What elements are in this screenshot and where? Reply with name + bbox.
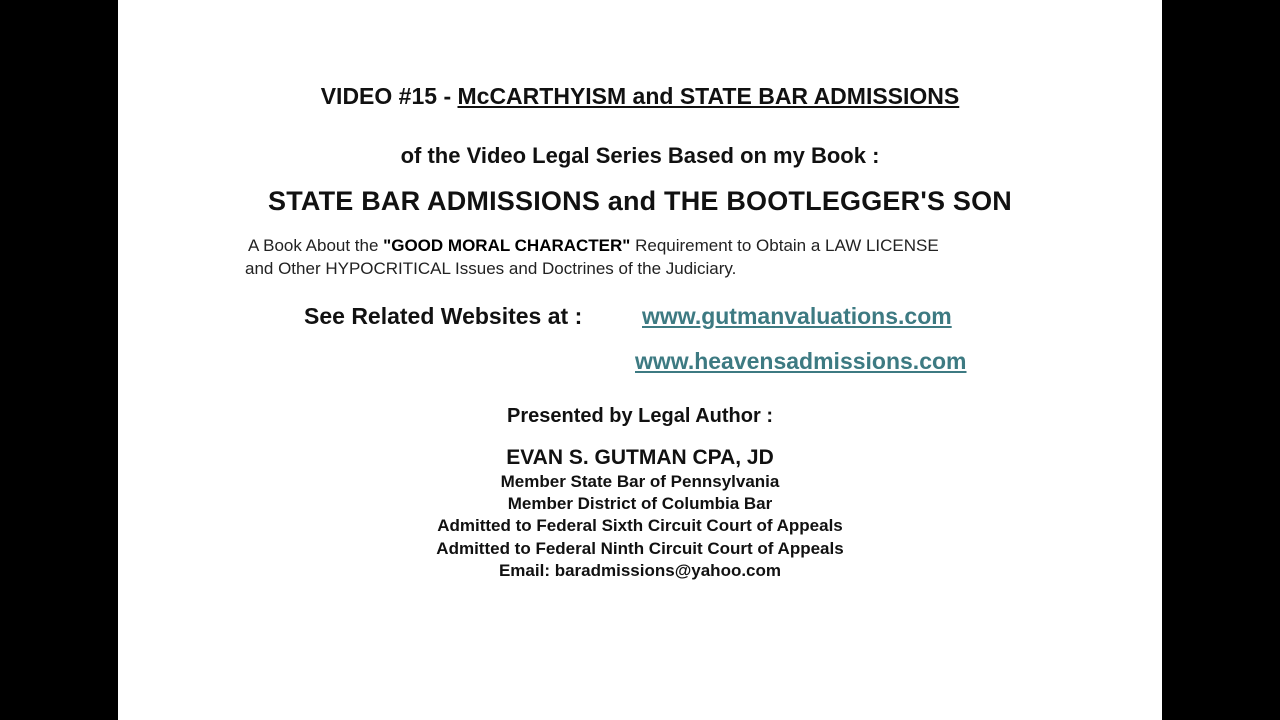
credential-pennsylvania-bar: Member State Bar of Pennsylvania xyxy=(500,472,780,491)
series-subtitle: of the Video Legal Series Based on my Book : xyxy=(400,143,880,168)
book-description-line-1 xyxy=(248,236,939,256)
description-suffix: Requirement to Obtain a LAW LICENSE xyxy=(630,236,939,255)
websites-label: See Related Websites at : xyxy=(304,303,583,329)
video-topic: McCARTHYISM and STATE BAR ADMISSIONS xyxy=(457,83,960,109)
video-number: VIDEO #15 - xyxy=(320,83,458,109)
website-link-gutmanvaluations[interactable]: www.gutmanvaluations.com xyxy=(642,303,952,329)
website-link-heavensadmissions[interactable]: www.heavensadmissions.com xyxy=(635,348,967,374)
description-emphasis: "GOOD MORAL CHARACTER" xyxy=(383,236,631,255)
slide xyxy=(118,0,1162,720)
contact-email: Email: baradmissions@yahoo.com xyxy=(498,561,782,580)
credential-sixth-circuit: Admitted to Federal Sixth Circuit Court of Appeals xyxy=(437,516,843,535)
author-name: EVAN S. GUTMAN CPA, JD xyxy=(506,446,774,469)
book-title: STATE BAR ADMISSIONS and THE BOOTLEGGER'S SON xyxy=(268,186,1012,216)
book-description-line-2: and Other HYPOCRITICAL Issues and Doctrines of the Judiciary. xyxy=(245,259,737,278)
credential-dc-bar: Member District of Columbia Bar xyxy=(507,494,773,513)
video-title xyxy=(118,83,1162,110)
credential-ninth-circuit: Admitted to Federal Ninth Circuit Court of Appeals xyxy=(436,539,844,558)
description-prefix: A Book About the xyxy=(248,236,384,255)
presented-by-label: Presented by Legal Author : xyxy=(507,405,773,427)
